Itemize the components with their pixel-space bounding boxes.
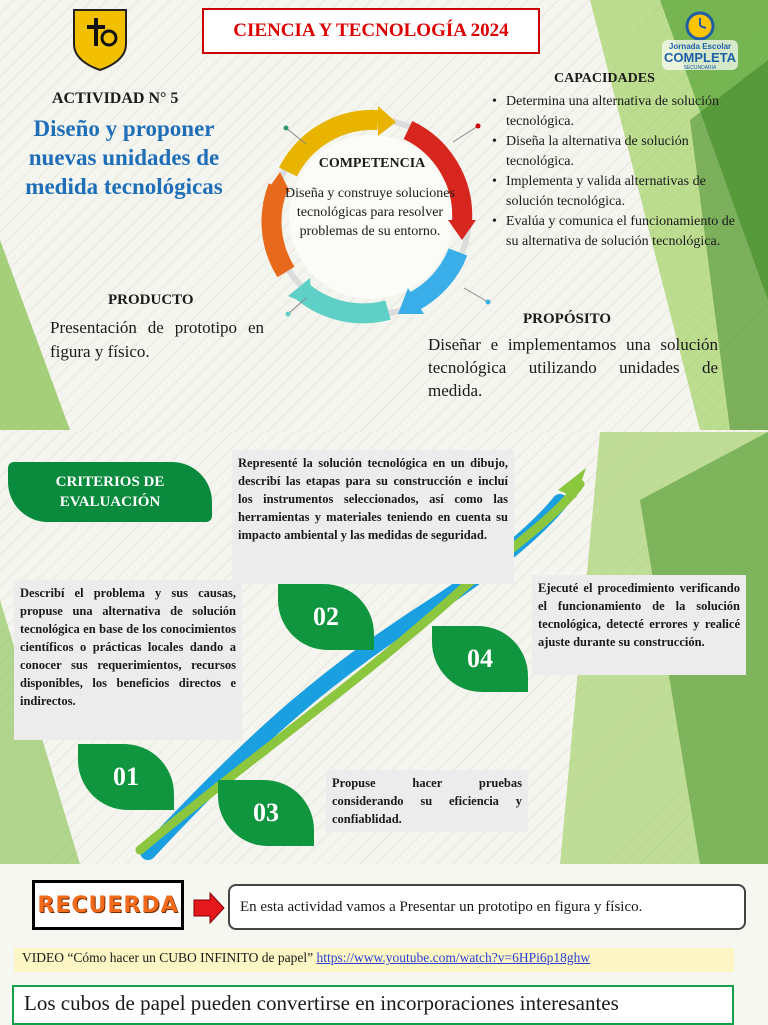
arrow-right-icon [192,892,226,924]
jornada-escolar-badge [660,10,740,72]
video-prefix: VIDEO [22,950,68,965]
recuerda-badge: RECUERDA [32,880,184,930]
criterio-card-4: Ejecuté el procedimiento verificando el funcionamiento de la solución tecnológica, detecté errores y realicé ajuste durante su construcción. [532,575,746,675]
criterios-heading: CRITERIOS DE EVALUACIÓN [8,462,212,522]
criterio-card-1: Describí el problema y sus causas, propuse una alternativa de solución tecnológica en base de los conocimientos científicos o prácticas locales dando a conocer sus requerimientos, recursos disponibles, los beneficios directos e indirectos. [14,580,242,740]
producto-heading: PRODUCTO [108,292,194,308]
video-title: “Cómo hacer un CUBO INFINITO de papel” [67,950,314,965]
criterio-number-01: 01 [78,744,174,810]
badge-line1: Jornada Escolar [668,42,732,51]
producto-text: Presentación de prototipo en figura y físico. [50,318,264,361]
activity-number: ACTIVIDAD N° 5 [52,90,179,107]
capacidades-list [488,92,746,252]
capacidad-item: • Determina una alternativa de solución tecnológica. [488,92,746,132]
capacidades-heading: CAPACIDADES [554,71,655,86]
video-bar [14,948,734,972]
capacidad-item: • Evalúa y comunica el funcionamiento de su alternativa de solución tecnológica. [488,212,746,252]
capacidad-item: • Implementa y valida alternativas de solución tecnológica. [488,172,746,212]
badge-line3: SECUNDARIA [683,65,717,71]
proposito-heading: PROPÓSITO [523,311,612,327]
criterio-number-03: 03 [218,780,314,846]
activity-title: Diseño y proponer nuevas unidades de medida tecnológicas [25,116,223,199]
criterio-card-2: Representé la solución tecnológica en un dibujo, describí las etapas para su construcción e incluí los instrumentos seleccionados, así como las herramientas y materiales teniendo en cuenta su impacto ambiental y las medidas de seguridad. [232,450,514,584]
footer-text: Los cubos de papel pueden convertirse en incorporaciones interesantes [12,985,734,1025]
criterio-number-04: 04 [432,626,528,692]
video-link[interactable]: https://www.youtube.com/watch?v=6HPi6p18ghw [316,950,591,965]
recuerda-text: En esta actividad vamos a Presentar un prototipo en figura y físico. [228,884,746,930]
badge-line2: COMPLETA [664,50,736,65]
page-title: CIENCIA Y TECNOLOGÍA 2024 [202,8,540,54]
criterio-card-3: Propuse hacer pruebas considerando su eficiencia y confiablidad. [326,770,528,832]
criterio-number-02: 02 [278,584,374,650]
competencia-heading: COMPETENCIA [318,156,426,171]
proposito-text: Diseñar e implementamos una solución tecnológica utilizando unidades de medida. [428,335,718,400]
competencia-text: Diseña y construye soluciones tecnológicas para resolver problemas de su entorno. [285,186,455,239]
capacidad-item: • Diseña la alternativa de solución tecnológica. [488,132,746,172]
school-logo [72,8,128,72]
